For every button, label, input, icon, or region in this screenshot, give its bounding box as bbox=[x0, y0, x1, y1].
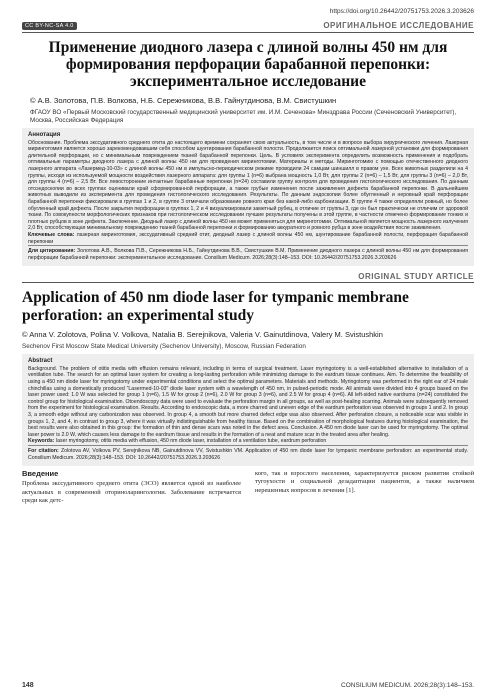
en-section-label: ORIGINAL STUDY ARTICLE bbox=[358, 272, 474, 282]
en-citation-label: For citation: bbox=[28, 448, 59, 454]
en-abstract-text: Background. The problem of otitis media with effusion remains relevant, including in terms of surgical treatment. Laser myringotomy is a well-established alternative to installation of a ventilation tube. The search for an optimal laser system for creating a long-lasting perforation while minimizing damage to the eardrum tissue continues. Aim. To determine the feasibility of using a 450 nm diode laser for myringotomy under experimental conditions and select the optimal parameters. Materials and methods. Myringotomy was performed in the right ear of 24 male chinchillas using a domestically produced "Lasermed-10-03" diode laser system with a wavelength of 450 nm, in pulsed-periodic mode. All animals were divided into 4 groups based on the laser power used: 1.0 W was selected for group 1 (n=6), 1.5 W for group 2 (n=6), 2.0 W for group 3 (n=6), and 2.5 W for group 4 (n=6). All left-sided native eardrums (n=24) constituted the control group for histological examination. Otoendoscopy data were used to evaluate the perforation margin in all groups, as well as post-healing scarring. Animals were subsequently removed from the experiment for histological examination. Results. According to endoscopic data, a more charred and uneven edge of the eardrum perforation was observed in groups 1 and 2. In group 3, a smooth edge without any carbonization was observed. In group 4, a smooth but more charred defect edge was also observed. After perforation closure, a noticeable scar was visible in groups 1, 2, and 4, in contrast to group 3, where it was virtually indistinguishable from healthy tissue. Based on the combination of morphological features during histological examination, the best results were also obtained in this group: the formation of thin and dense scars was noted in the defect area. Conclusion. A 450 nm diode laser can be used for myringotomy. The optimal laser power is 2.0 W, which causes less damage to the eardrum tissue and results in the formation of a neat and mature scar in the treated area after healing. bbox=[28, 365, 468, 438]
ru-affiliation: ФГАОУ ВО «Первый Московский государственный медицинский университет им. И.М. Сеченова» Минздрава России (Сеченовский Университет), Москва, Российская Федерация bbox=[30, 109, 457, 124]
ru-citation-text: Золотова А.В., Волкова П.В., Сережникова Н.Б., Гайнутдинова В.В., Свистушкин В.М. Применение диодного лазера с длиной волны 450 нм для формирования перфорации барабанной перепонки: экспериментальное исследование. Consilium Medicum. 2026;28(3):148–153. DOI: 10.26442/20751753.2026.3.203626 bbox=[28, 248, 468, 261]
ru-citation bbox=[28, 245, 468, 261]
orcid-icon[interactable]: © bbox=[30, 96, 36, 105]
article-page bbox=[22, 8, 474, 505]
en-keywords-text: laser myringotomy, otitis media with effusion, 450 nm diode laser, installation of a ventilation tube, eardrum perforation bbox=[55, 438, 327, 445]
en-keywords bbox=[28, 438, 468, 445]
ru-keywords bbox=[28, 232, 468, 245]
doi-link[interactable]: https://doi.org/10.26442/20751753.2026.3.203626 bbox=[329, 8, 474, 15]
intro-column-left bbox=[22, 470, 241, 505]
ru-abstract-heading: Аннотация bbox=[28, 132, 61, 138]
license-badge[interactable]: CC BY-NC-SA 4.0 bbox=[22, 22, 77, 30]
en-affiliation: Sechenov First Moscow State Medical University (Sechenov University), Moscow, Russian Federation bbox=[22, 343, 306, 351]
en-authors-text: Anna V. Zolotova, Polina V. Volkova, Natalia B. Serejnikova, Valeria V. Gainutdinova, Valery M. Svistushkin bbox=[29, 330, 383, 340]
en-authors bbox=[22, 330, 474, 339]
en-citation bbox=[28, 445, 468, 461]
ru-section-label: ОРИГИНАЛЬНОЕ ИССЛЕДОВАНИЕ bbox=[323, 21, 474, 30]
intro-column-right bbox=[255, 470, 474, 505]
ru-citation-label: Для цитирования: bbox=[28, 248, 76, 255]
ru-header-bar bbox=[22, 21, 474, 33]
intro-columns bbox=[22, 470, 474, 505]
en-citation-text: Zolotova AV, Volkova PV, Serejnikova NB, Gainutdinova VV, Svistushkin VM. Application of 450 nm diode laser for tympanic membrane perforation: an experimental study. Consilium Medicum. 2026;28(3):148–153. DOI: 10.26442/20751753.2026.3.203626 bbox=[28, 448, 468, 461]
page-number: 148 bbox=[22, 682, 34, 689]
page-footer bbox=[22, 682, 474, 689]
en-title: Application of 450 nm diode laser for tympanic membrane perforation: an experimental study bbox=[22, 289, 409, 324]
ru-authors-text: А.В. Золотова, П.В. Волкова, Н.Б. Сережникова, В.В. Гайнутдинова, В.М. Свистушкин bbox=[37, 96, 337, 105]
en-header-bar bbox=[22, 272, 474, 283]
intro-text-right: кого, так и взрослого населения, характеризуется риском развития стойкой тугоухости и социальной дезадаптации пациентов, а также наличием нерешенных вопросов в лечении [1]. bbox=[255, 470, 474, 494]
journal-reference: CONSILIUM MEDICUM. 2026;28(3):148–153. bbox=[341, 682, 474, 689]
en-abstract-box bbox=[22, 354, 474, 466]
ru-title: Применение диодного лазера с длиной волны 450 нм для формирования перфорации барабанной перепонки: экспериментальное исследование bbox=[48, 39, 448, 90]
intro-heading: Введение bbox=[22, 469, 59, 479]
orcid-icon[interactable]: © bbox=[22, 330, 28, 340]
en-keywords-label: Keywords: bbox=[28, 438, 55, 445]
ru-keywords-label: Ключевые слова: bbox=[28, 231, 75, 238]
intro-text-left: Проблема экссудативного среднего отита (ЭСО) является одной из наиболее актуальных в современной оториноларингологии. Заболевание встречается среди как детс- bbox=[22, 480, 241, 504]
ru-authors bbox=[30, 96, 474, 105]
ru-keywords-text: лазерная миринготомия, экссудативный средний отит, диодный лазер с длиной волны 450 нм, шунтирование барабанной полости, перфорация барабанной перепонки bbox=[28, 231, 468, 245]
ru-abstract-text: Обоснование. Проблема экссудативного среднего отита до настоящего времени сохраняет свою актуальность, в том числе и в вопросе выбора хирургического лечения. Лазерная миринготомия является хорошо зарекомендовавшим себя способом шунтирования барабанной полости. Продолжается поиск оптимальной лазерной установки для формирования длительной перфорации, но с минимальным повреждением тканей барабанной перепонки. Цель. В условиях эксперимента определить возможность применения и подобрать оптимальные параметры диодного лазера с длиной волны 450 нм для проведения миринготомии. Материалы и методы. Миринготомию с помощью отечественного диодного лазерного аппарата «Лазермед-10-03» с длиной волны 450 нм в импульсно-периодическом режиме проводили 24 самцам шиншилл в правом ухе. Всех животных разделили на 4 группы, исходя из используемой мощности воздействия лазерного аппарата: для группы 1 (n=6) выбрана мощность 1,0 Вт, для группы 2 (n=6) – 1,5 Вт, для группы 3 (n=6) – 2,0 Вт, для группы 4 (n=6) – 2,5 Вт. Все левосторонние интактные барабанные перепонки (n=24) составили группу контроля для проведения гистологического исследования. По данным отоэндоскопии во всех группах оценивали край сформированной перфорации, а также грубые изменения после заживления дефекта барабанной перепонки. В дальнейшем животных выводили из эксперимента для проведения гистологического исследования. Результаты. По данным эндоскопии более обугленный и неровный край перфорации барабанной перепонки фиксировали в группах 1 и 2, в группе 3 отмечали образование ровного края без какой-либо карбонизации. В группе 4 также определяли ровный, но более обугленный край дефекта. После закрытия перфорации в группах 1, 2 и 4 визуализировали заметный рубец, в отличие от группы 3, где он был практически не отличим от здоровой ткани. По совокупности морфологических признаков при гистологическом исследовании лучшие результаты получены в этой группе, в частности отмечено формирование тонких и плотных рубцов в зоне дефекта. Заключение. Диодный лазер с длиной волны 450 нм может применяться для миринготомии. Оптимальной является мощность лазерного излучения 2,0 Вт, способствующая минимальному повреждению тканей барабанной перепонки и формированию аккуратного и ровного рубца в зоне воздействия после заживления. bbox=[28, 139, 468, 232]
ru-abstract-box bbox=[22, 128, 474, 266]
en-abstract-heading: Abstract bbox=[28, 358, 53, 365]
